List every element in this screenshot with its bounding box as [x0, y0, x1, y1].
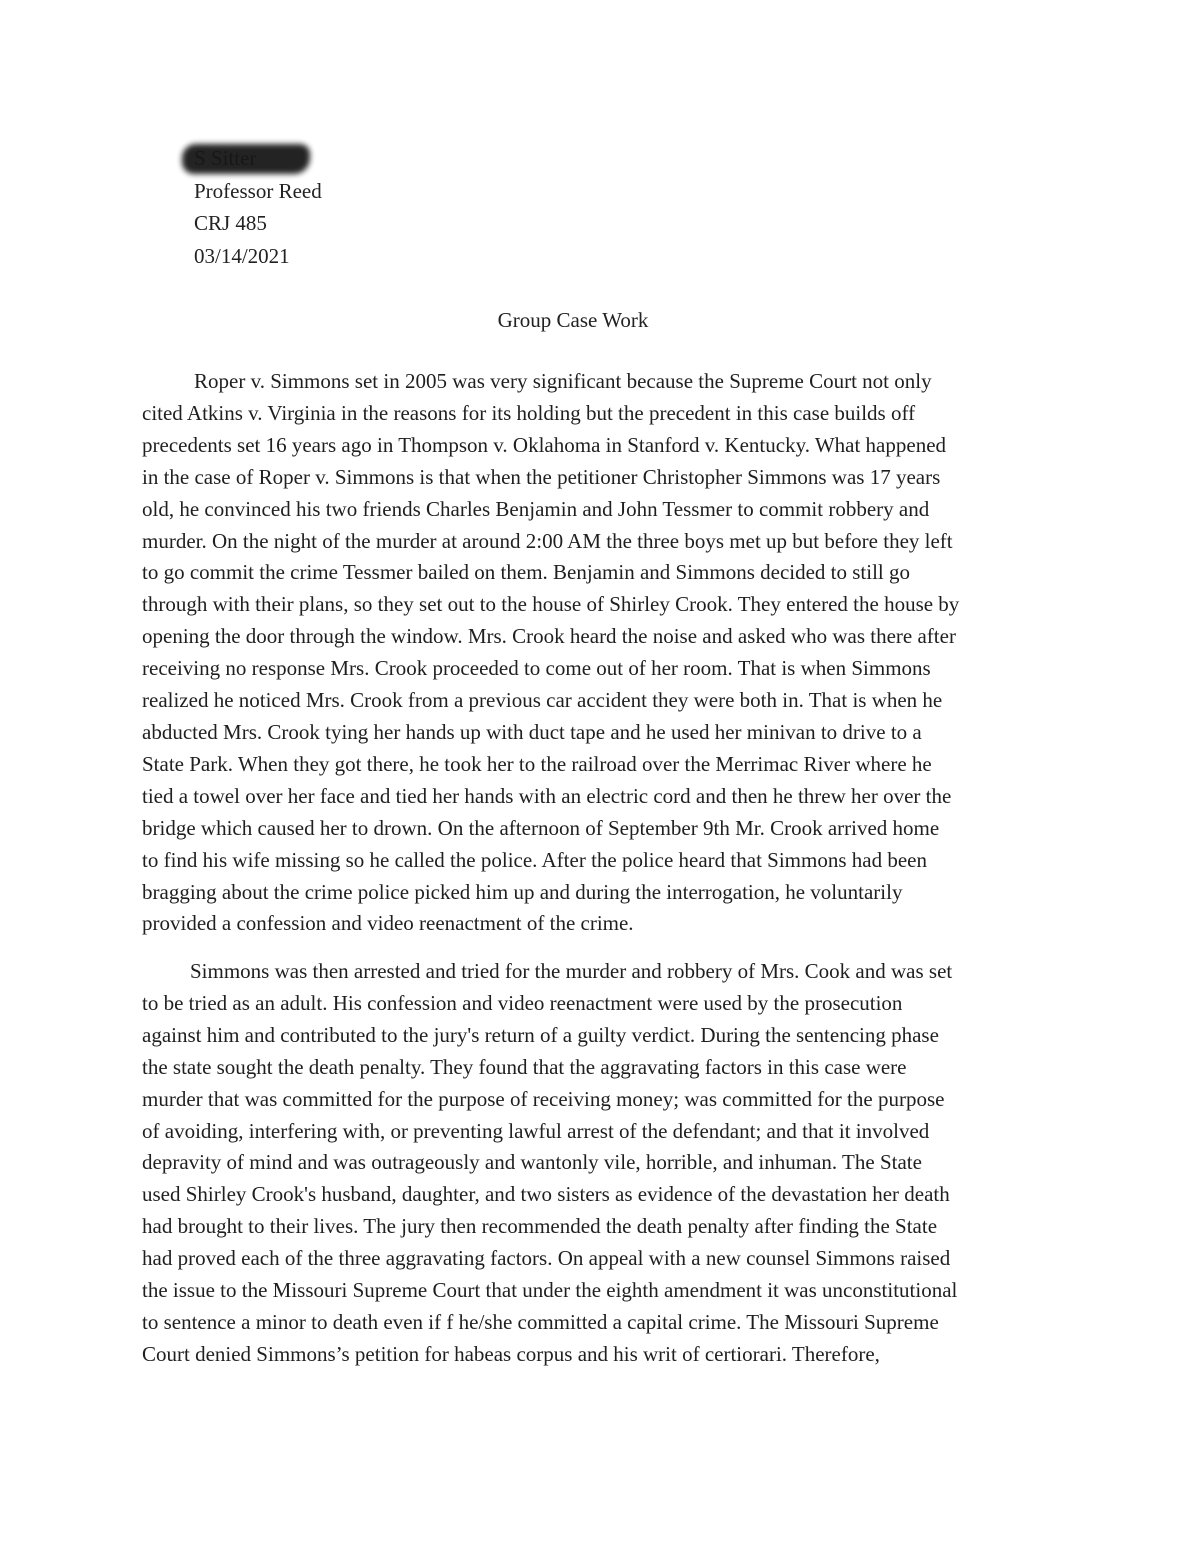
paragraph-line: murder. On the night of the murder at around 2:00 AM the three boys met up but before they left [142, 528, 953, 553]
date: 03/14/2021 [194, 243, 290, 268]
paragraph-line: tied a towel over her face and tied her hands with an electric cord and then he threw her over the [142, 783, 952, 808]
paragraph-line: depravity of mind and was outrageously and wantonly vile, horrible, and inhuman. The State [142, 1150, 922, 1175]
paragraph-line: precedents set 16 years ago in Thompson v. Oklahoma in Stanford v. Kentucky. What happened [142, 432, 947, 457]
paragraph-1 [142, 366, 1062, 940]
paragraph-line: old, he convinced his two friends Charles Benjamin and John Tessmer to commit robbery and [142, 496, 930, 521]
paragraph-line: the state sought the death penalty. They found that the aggravating factors in this case were [142, 1054, 907, 1079]
paragraph-line: State Park. When they got there, he took her to the railroad over the Merrimac River where he [142, 751, 932, 776]
paragraph-line: Simmons was then arrested and tried for the murder and robbery of Mrs. Cook and was set [190, 959, 953, 983]
paragraph-line: to go commit the crime Tessmer bailed on them. Benjamin and Simmons decided to still go [142, 560, 911, 585]
student-name [194, 142, 256, 175]
paragraph-2 [142, 956, 1062, 1371]
professor-name: Professor Reed [194, 178, 322, 203]
paragraph-line: opening the door through the window. Mrs. Crook heard the noise and asked who was there after [142, 624, 956, 649]
paragraph-line: to be tried as an adult. His confession and video reenactment were used by the prosecution [142, 990, 903, 1015]
paragraph-line: had proved each of the three aggravating factors. On appeal with a new counsel Simmons raised [142, 1246, 951, 1271]
course-code: CRJ 485 [194, 211, 267, 235]
paragraph-line: to sentence a minor to death even if f he/she committed a capital crime. The Missouri Supreme [142, 1309, 939, 1334]
paragraph-line: Court denied Simmons’s petition for habeas corpus and his writ of certiorari. Therefore, [142, 1341, 880, 1366]
paragraph-line: abducted Mrs. Crook tying her hands up with duct tape and he used her minivan to drive to a [142, 719, 922, 744]
paragraph-line: through with their plans, so they set out to the house of Shirley Crook. They entered the house by [142, 592, 960, 617]
header-block [194, 142, 322, 272]
paragraph-line: realized he noticed Mrs. Crook from a previous car accident they were both in. That is when he [142, 688, 943, 713]
paragraph-line: used Shirley Crook's husband, daughter, and two sisters as evidence of the devastation her death [142, 1182, 950, 1207]
paragraph-line: in the case of Roper v. Simmons is that when the petitioner Christopher Simmons was 17 years [142, 464, 941, 489]
student-name-line [194, 142, 322, 175]
paragraph-line: bridge which caused her to drown. On the afternoon of September 9th Mr. Crook arrived home [142, 815, 940, 840]
paragraph-line: cited Atkins v. Virginia in the reasons for its holding but the precedent in this case builds off [142, 400, 916, 425]
paragraph-line: bragging about the crime police picked him up and during the interrogation, he voluntarily [142, 879, 903, 904]
redaction-mark [182, 144, 310, 174]
paragraph-line: had brought to their lives. The jury then recommended the death penalty after finding the State [142, 1214, 938, 1239]
paragraph-line: murder that was committed for the purpose of receiving money; was committed for the purpose [142, 1086, 945, 1111]
paragraph-line: provided a confession and video reenactment of the crime. [142, 911, 634, 936]
paragraph-line: to find his wife missing so he called the police. After the police heard that Simmons had been [142, 847, 927, 872]
paragraph-line: Roper v. Simmons set in 2005 was very significant because the Supreme Court not only [194, 369, 932, 393]
document-title: Group Case Work [497, 308, 649, 332]
paragraph-line: of avoiding, interfering with, or preventing lawful arrest of the defendant; and that it involved [142, 1118, 930, 1143]
paragraph-line: receiving no response Mrs. Crook proceeded to come out of her room. That is when Simmons [142, 656, 931, 681]
paragraph-line: the issue to the Missouri Supreme Court that under the eighth amendment it was unconstitutional [142, 1278, 958, 1303]
paragraph-line: against him and contributed to the jury's return of a guilty verdict. During the sentencing phase [142, 1022, 939, 1047]
